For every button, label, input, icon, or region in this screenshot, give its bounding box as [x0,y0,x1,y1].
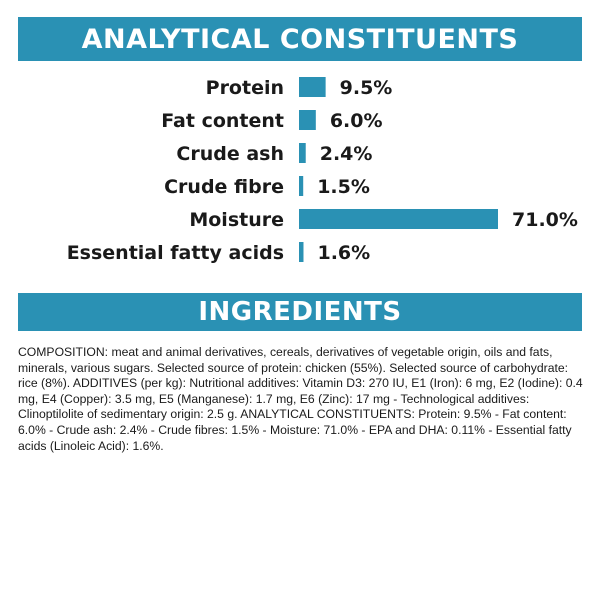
ingredients-title: INGREDIENTS [198,297,402,327]
value-label-protein: 9.5% [339,77,393,99]
value-label-crude-fibre: 1.5% [317,176,370,198]
value-label-fat-content: 6.0% [329,110,383,132]
bar-protein [299,77,326,97]
bar-crude-ash [299,143,306,163]
analytical-constituents-title: ANALYTICAL CONSTITUENTS [81,23,519,55]
bar-crude-fibre [299,176,303,196]
value-label-essential-fatty-acids: 1.6% [317,242,371,264]
category-label-moisture: Moisture [189,209,284,231]
bar-moisture [299,209,498,229]
category-label-essential-fatty-acids: Essential fatty acids [66,242,284,264]
category-label-protein: Protein [205,77,284,99]
bar-fat-content [299,110,316,130]
category-label-fat-content: Fat content [161,110,284,132]
category-label-crude-ash: Crude ash [176,143,284,165]
ingredients-banner [18,293,582,331]
constituents-bar-chart [0,70,600,270]
analytical-constituents-banner [18,17,582,61]
value-label-crude-ash: 2.4% [319,143,373,165]
category-label-crude-fibre: Crude fibre [164,176,284,198]
value-label-moisture: 71.0% [512,209,578,231]
bar-essential-fatty-acids [299,242,303,262]
composition-text: COMPOSITION: meat and animal derivatives, cereals, derivatives of vegetable origin, oils and fats, minerals, various sugars. Selected source of protein: chicken (55%). Selected source of carbohydrate: rice (8%). ADDITIVES (per kg): Nutritional additives: Vitamin D3: 270 IU, E1 (Iron): 6 mg, E2 (Iodine): 0.4 mg, E4 (Copper): 3.5 mg, E5 (Manganese): 1.7 mg, E6 (Zinc): 17 mg - Technological additives: Clinoptilolite of sedimentary origin: 2.5 g. ANALYTICAL CONSTITUENTS: Protein: 9.5% - Fat content: 6.0% - Crude ash: 2.4% - Crude fibres: 1.5% - Moisture: 71.0% - EPA and DHA: 0.11% - Essential fatty acids (Linoleic Acid): 1.6%. [18,345,583,453]
